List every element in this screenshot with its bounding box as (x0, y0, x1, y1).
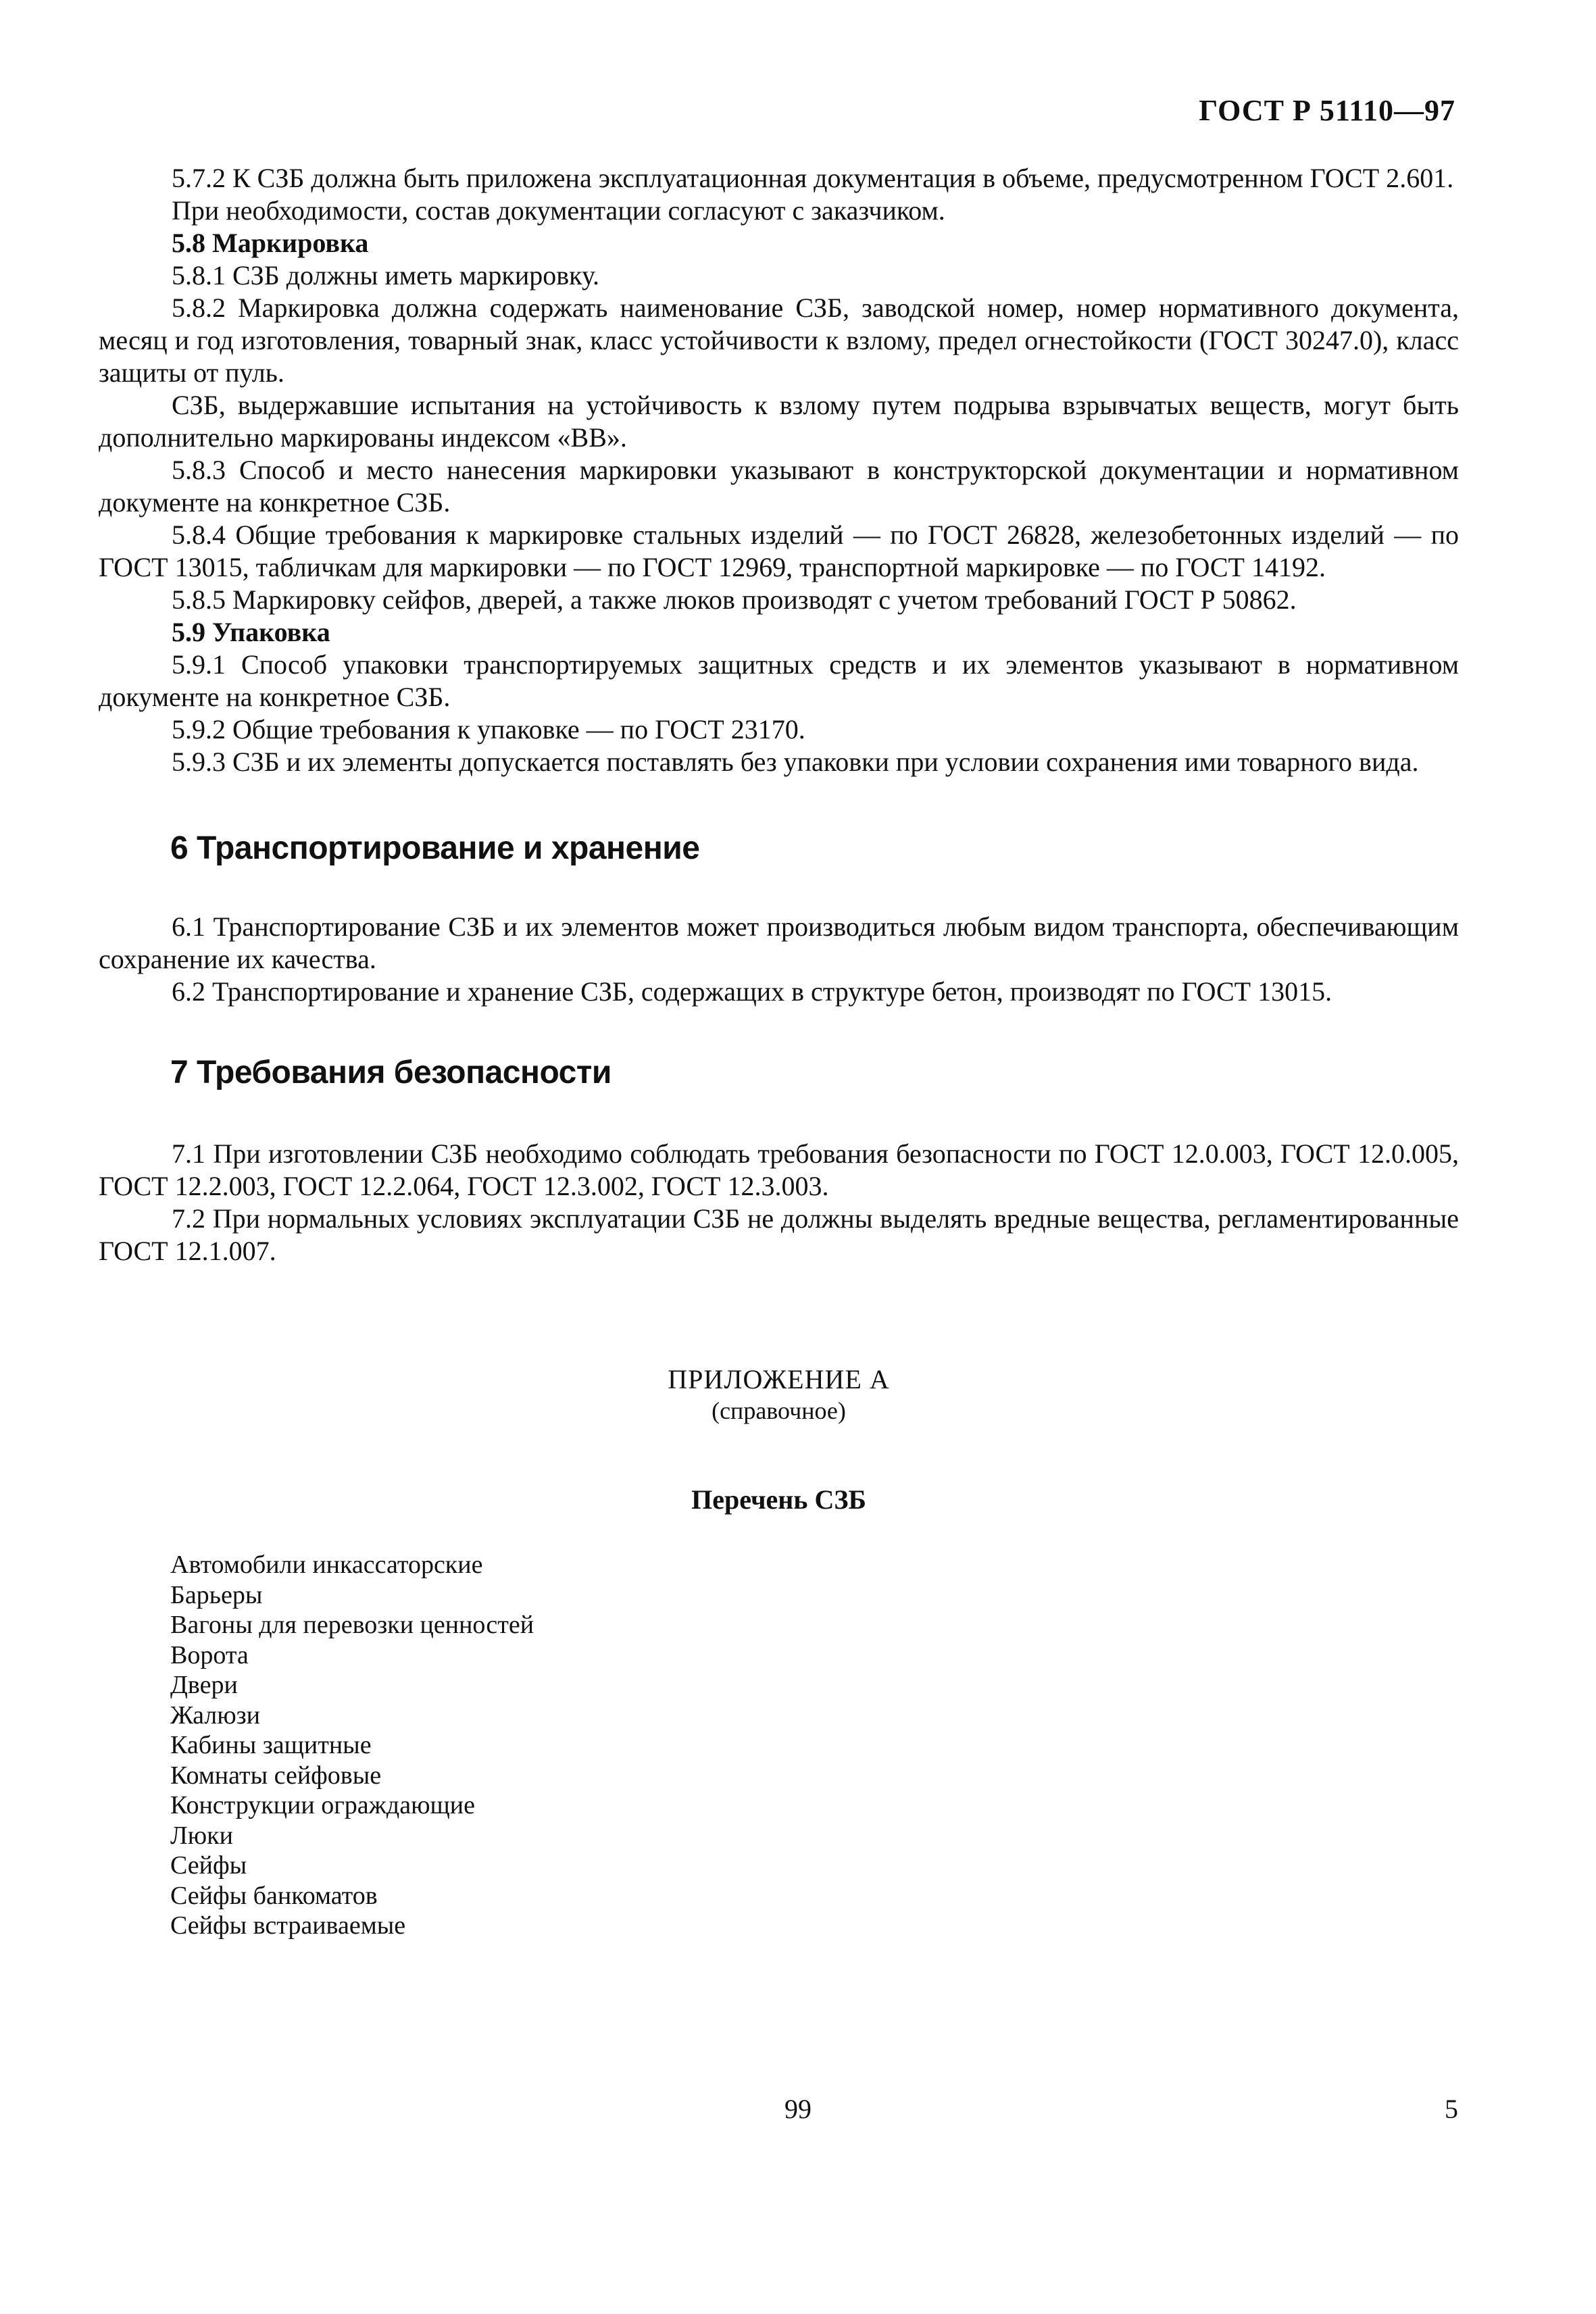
list-item: Ворота (170, 1640, 249, 1669)
document-body (99, 162, 1459, 1941)
paragraph-5-7-2: 5.7.2 К СЗБ должна быть приложена эксплуатационная документация в объеме, предусмотренном ГОСТ 2.601. (172, 163, 1454, 193)
list-item: Сейфы банкоматов (170, 1881, 378, 1910)
section-heading-6: 6 Транспортирование и хранение (170, 830, 700, 866)
list-item: Конструкции ограждающие (170, 1791, 475, 1819)
paragraph-5-9-3: 5.9.3 СЗБ и их элементы допускается поставлять без упаковки при условии сохранения ими товарного вида. (172, 747, 1419, 777)
paragraph-5-7-2-note: При необходимости, состав документации согласуют с заказчиком. (172, 195, 945, 226)
list-item: Барьеры (170, 1580, 263, 1609)
appendix-header (99, 1363, 1459, 1426)
list-item: Люки (170, 1821, 233, 1850)
list-item: Кабины защитные (170, 1731, 372, 1759)
paragraph-5-8-4: 5.8.4 Общие требования к маркировке стальных изделий — по ГОСТ 26828, железобетонных изделий — по ГОСТ 13015, табличкам для маркировки — по ГОСТ 12969, транспортной маркировке — по ГОСТ 14192. (99, 520, 1459, 582)
page-number-center: 99 (784, 2094, 812, 2124)
subsection-heading-5-8: 5.8 Маркировка (172, 228, 369, 258)
list-item: Комнаты сейфовые (170, 1761, 382, 1790)
document-header-code: ГОСТ Р 51110—97 (1199, 94, 1455, 127)
paragraph-6-1: 6.1 Транспортирование СЗБ и их элементов может производиться любым видом транспорта, обеспечивающим сохранение их качества. (99, 911, 1459, 974)
section-heading-7: 7 Требования безопасности (170, 1055, 612, 1090)
paragraph-5-8-2-note: СЗБ, выдержавшие испытания на устойчивость к взлому путем подрыва взрывчатых веществ, могут быть дополнительно маркированы индексом «ВВ». (99, 390, 1459, 453)
subsection-heading-5-9: 5.9 Упаковка (172, 617, 330, 647)
paragraph-5-9-1: 5.9.1 Способ упаковки транспортируемых защитных средств и их элементов указывают в нормативном документе на конкретное СЗБ. (99, 649, 1459, 712)
paragraph-5-8-3: 5.8.3 Способ и место нанесения маркировки указывают в конструкторской документации и нормативном документе на конкретное СЗБ. (99, 455, 1459, 518)
paragraph-5-9-2: 5.9.2 Общие требования к упаковке — по ГОСТ 23170. (172, 714, 805, 745)
appendix-title: Перечень СЗБ (691, 1484, 866, 1515)
paragraph-5-8-2: 5.8.2 Маркировка должна содержать наименование СЗБ, заводской номер, номер нормативного документа, месяц и год изготовления, товарный знак, класс устойчивости к взлому, предел огнестойкости (ГОСТ 30247.0), класс защиты от пуль. (99, 293, 1459, 388)
list-item: Вагоны для перевозки ценностей (170, 1611, 534, 1639)
paragraph-6-2: 6.2 Транспортирование и хранение СЗБ, содержащих в структуре бетон, производят по ГОСТ 13015. (172, 976, 1332, 1007)
paragraph-7-1: 7.1 При изготовлении СЗБ необходимо соблюдать требования безопасности по ГОСТ 12.0.003, ГОСТ 12.0.005, ГОСТ 12.2.003, ГОСТ 12.2.064, ГОСТ 12.3.002, ГОСТ 12.3.003. (99, 1138, 1459, 1201)
appendix-list (99, 1550, 1459, 1941)
list-item: Жалюзи (170, 1701, 260, 1730)
list-item: Сейфы (170, 1851, 247, 1880)
paragraph-5-8-1: 5.8.1 СЗБ должны иметь маркировку. (172, 260, 599, 291)
paragraph-5-8-5: 5.8.5 Маркировку сейфов, дверей, а также люков производят с учетом требований ГОСТ Р 50862. (172, 584, 1297, 615)
page-number-right: 5 (1445, 2094, 1458, 2124)
list-item: Автомобили инкассаторские (170, 1551, 483, 1579)
list-item: Двери (170, 1671, 238, 1699)
list-item: Сейфы встраиваемые (170, 1911, 406, 1940)
appendix-note: (справочное) (712, 1397, 846, 1424)
paragraph-7-2: 7.2 При нормальных условиях эксплуатации СЗБ не должны выделять вредные вещества, регламентированные ГОСТ 12.1.007. (99, 1203, 1459, 1266)
appendix-label: ПРИЛОЖЕНИЕ А (668, 1364, 890, 1394)
